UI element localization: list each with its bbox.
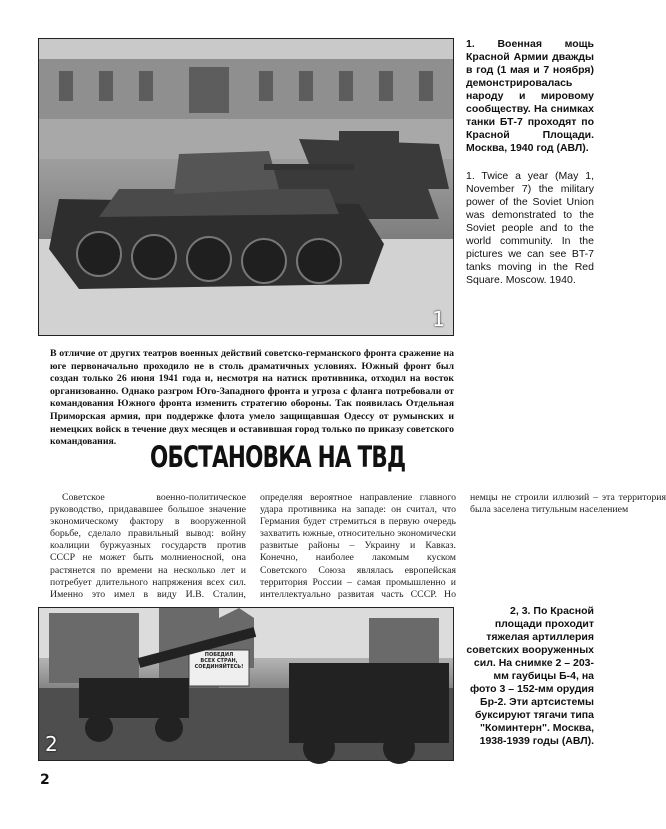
photo-number: 1 xyxy=(432,307,445,331)
photo-banner-text: ПОБЕДИЛ ВСЕХ СТРАН, СОЕДИНЯЙТЕСЬ! xyxy=(194,652,244,670)
photo23-caption-russian: 2, 3. По Красной площади проходит тяжелая артиллерия советских вооруженных сил. На снимке 2 – 203-мм гаубицы Б-4, на фото 3 – 152-мм орудия Бр-2. Эти артсистемы буксируют тягачи типа "Коминтерн". Москва, 1938-1939 годы (АВЛ). xyxy=(466,605,594,747)
photo-number: 2 xyxy=(45,732,58,756)
photo-bt7-tanks xyxy=(38,38,454,336)
photo1-caption-english: 1. Twice a year (May 1, November 7) the military power of the Soviet Union was demonstrated to the Soviet people and to the world community. In the pictures we can see BT-7 tanks moving in the Red Square. Moscow. 1940. xyxy=(466,170,594,286)
photo-artillery-parade xyxy=(38,607,454,761)
intro-paragraph: В отличие от других театров военных действий советско-германского фронта сражение на юге первоначально проходило не в столь драматичных условиях. Южный фронт был создан только 26 июня 1941 года и, несмотря на натиск противника, отходил на восток организованно. Однако разгром Юго-Западного фронта и угроза с фланга потребовали от командования Южного фронта изменить стратегию обороны. Так появилась Отдельная Приморская армия, при поддержке флота умело защищавшая Одессу от румынских и немецких войск в течение двух месяцев и оставившая город только по приказу советского командования. xyxy=(50,348,454,448)
section-heading: ОБСТАНОВКА НА ТВД xyxy=(150,440,406,474)
page-number: 2 xyxy=(40,772,50,788)
photo-artillery-illustration xyxy=(39,608,453,760)
photo-bt7-illustration xyxy=(39,39,453,335)
photo1-caption-russian: 1. Военная мощь Красной Армии дважды в год (1 мая и 7 ноября) демонстрировалась народу и мировому сообществу. На снимках танки БТ-7 проходят по Красной Площади. Москва, 1940 год (АВЛ). xyxy=(466,38,594,154)
body-text: Советское военно-политическое руководство, придававшее большое значение экономическому фактору в вооруженной борьбе, сделало правильный вывод: войну коалиции буржуазных государств против СССР не может быть молниеносной, она растянется по времени на несколько лет и потребует длительного напряжения всех сил. Именно это имел в виду И.В. Сталин, определяя вероятное направление главного удара противника на западе: он считал, что Германия будет стремиться в первую очередь захватить южные, относительно экономически развитые районы – Украину и Кавказ. Конечно, наиболее лакомым куском Советского Союза являлась европейская территория России – самая промышленно и интеллектуально развитая часть СССР. Но немцы не строили иллюзий – эта территория была заселена титульным населением xyxy=(50,492,666,600)
